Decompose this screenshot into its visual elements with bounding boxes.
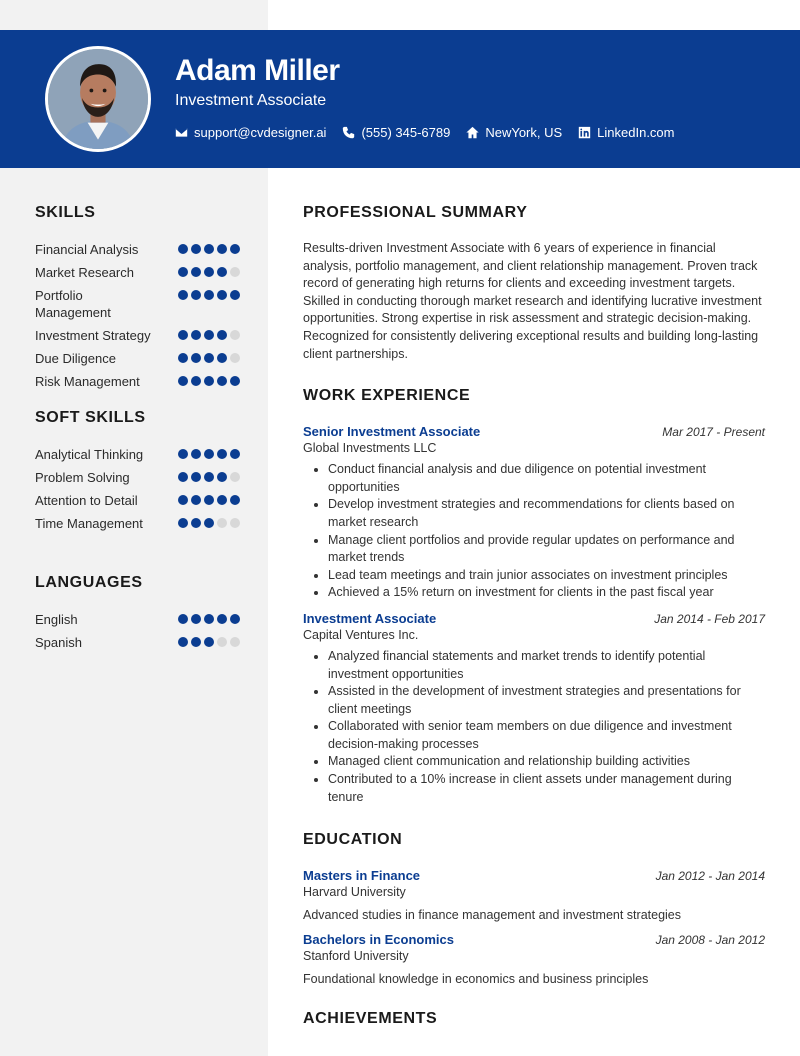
languages-list (35, 611, 240, 651)
job-date: Mar 2017 - Present (662, 425, 765, 440)
resume-header (0, 30, 800, 168)
rating-dot-filled (178, 330, 188, 340)
envelope-icon (175, 126, 188, 139)
job-position: Senior Investment Associate (303, 424, 481, 440)
skill-rating (178, 611, 240, 624)
job-bullet: • Contributed to a 10% increase in client assets under management during tenure (328, 771, 765, 806)
rating-dot-filled (217, 353, 227, 363)
skill-name: English (35, 612, 78, 627)
rating-dot-filled (191, 614, 201, 624)
rating-dot-empty (230, 267, 240, 277)
skill-rating (178, 350, 240, 363)
education-date: Jan 2012 - Jan 2014 (655, 869, 765, 884)
contact-location-text: NewYork, US (485, 125, 563, 140)
degree-title: Masters in Finance (303, 868, 421, 884)
rating-dot-filled (204, 637, 214, 647)
education-date: Jan 2008 - Jan 2012 (655, 933, 765, 948)
education-section (303, 831, 765, 986)
contact-list (175, 125, 675, 140)
job-bullet: • Collaborated with senior team members on due diligence and investment decision-making processes (328, 718, 765, 753)
rating-dot-filled (204, 376, 214, 386)
rating-dot-filled (204, 472, 214, 482)
summary-heading: PROFESSIONAL SUMMARY (303, 204, 528, 221)
sidebar (35, 204, 240, 657)
skill-rating (178, 492, 240, 505)
job-bullet: • Assisted in the development of investment strategies and presentations for client meetings (328, 683, 765, 718)
profile-photo (48, 49, 148, 149)
rating-dot-empty (230, 472, 240, 482)
rating-dot-filled (230, 495, 240, 505)
rating-dot-filled (204, 330, 214, 340)
home-icon (466, 126, 479, 139)
skill-row (35, 373, 240, 390)
rating-dot-filled (178, 244, 188, 254)
education-entry (303, 932, 765, 986)
contact-linkedin[interactable] (578, 125, 674, 140)
skill-row (35, 327, 240, 344)
skill-rating (178, 515, 240, 528)
job-bullets (303, 648, 765, 806)
skill-rating (178, 373, 240, 386)
rating-dot-empty (230, 353, 240, 363)
skill-rating (178, 327, 240, 340)
rating-dot-filled (230, 290, 240, 300)
languages-section (35, 574, 240, 651)
rating-dot-filled (178, 449, 188, 459)
avatar (45, 46, 151, 152)
skill-row (35, 492, 240, 509)
achievements-heading: ACHIEVEMENTS (303, 1010, 438, 1028)
skill-name: Financial Analysis (35, 242, 139, 257)
degree-title: Bachelors in Economics (303, 932, 454, 948)
job-company: Capital Ventures Inc. (303, 627, 419, 642)
rating-dot-empty (217, 637, 227, 647)
school-name: Harvard University (303, 885, 406, 900)
rating-dot-filled (178, 376, 188, 386)
skill-name: Spanish (35, 635, 82, 650)
skill-row (35, 264, 240, 281)
rating-dot-filled (204, 267, 214, 277)
contact-email-text: support@cvdesigner.ai (194, 125, 327, 140)
main-content (303, 204, 765, 1028)
contact-linkedin-text: LinkedIn.com (597, 125, 675, 140)
rating-dot-filled (217, 267, 227, 277)
contact-email[interactable] (175, 125, 326, 140)
skill-row (35, 634, 240, 651)
education-heading: EDUCATION (303, 831, 403, 849)
rating-dot-empty (230, 637, 240, 647)
skill-name: Risk Management (35, 374, 140, 389)
linkedin-icon (578, 126, 591, 139)
skill-name: Market Research (35, 265, 134, 280)
rating-dot-filled (230, 376, 240, 386)
rating-dot-filled (204, 244, 214, 254)
rating-dot-filled (217, 244, 227, 254)
job-bullet: • Develop investment strategies and recommendations for clients based on market research (328, 496, 765, 531)
skill-row (35, 287, 240, 321)
skill-name: Portfolio Management (35, 288, 111, 320)
skill-name: Time Management (35, 516, 143, 531)
skill-rating (178, 634, 240, 647)
rating-dot-empty (217, 518, 227, 528)
soft-skills-heading: SOFT SKILLS (35, 409, 146, 426)
rating-dot-filled (191, 267, 201, 277)
rating-dot-filled (217, 495, 227, 505)
education-entry (303, 868, 765, 922)
soft-skills-section (35, 409, 240, 532)
rating-dot-filled (217, 472, 227, 482)
rating-dot-filled (204, 353, 214, 363)
rating-dot-filled (178, 614, 188, 624)
skill-name: Due Diligence (35, 351, 116, 366)
job-bullet: • Lead team meetings and train junior associates on investment principles (328, 567, 765, 585)
job-bullet: • Manage client portfolios and provide regular updates on performance and market trends (328, 532, 765, 567)
experience-section (303, 387, 765, 806)
contact-phone-text: (555) 345-6789 (361, 125, 451, 140)
skill-name: Problem Solving (35, 470, 130, 485)
rating-dot-filled (178, 353, 188, 363)
job-bullet: • Achieved a 15% return on investment for clients in the past fiscal year (328, 584, 765, 602)
skills-list (35, 241, 240, 390)
skill-rating (178, 264, 240, 277)
summary-text: Results-driven Investment Associate with 6 years of experience in financial analysis, portfolio management, and client relationship management. Proven track record of generating high returns for clients and exceeding investment targets. Skilled in conducting thorough market research and identifying lucrative investment opportunities. Strong expertise in risk assessment and strategic decision-making. Recognized for consistently delivering exceptional results and building long-lasting client partnerships. (303, 241, 762, 361)
soft-skills-list (35, 446, 240, 532)
experience-heading: WORK EXPERIENCE (303, 387, 471, 405)
rating-dot-filled (191, 637, 201, 647)
rating-dot-filled (191, 353, 201, 363)
rating-dot-filled (178, 495, 188, 505)
rating-dot-filled (191, 472, 201, 482)
rating-dot-filled (204, 614, 214, 624)
rating-dot-filled (178, 518, 188, 528)
skill-row (35, 241, 240, 258)
rating-dot-filled (191, 376, 201, 386)
job-bullet: • Managed client communication and relationship building activities (328, 753, 765, 771)
rating-dot-filled (191, 449, 201, 459)
job-date: Jan 2014 - Feb 2017 (654, 611, 765, 626)
phone-icon (342, 126, 355, 139)
rating-dot-empty (230, 330, 240, 340)
skill-rating (178, 287, 240, 300)
rating-dot-filled (230, 449, 240, 459)
rating-dot-filled (217, 290, 227, 300)
contact-location (466, 125, 562, 140)
job-title: Investment Associate (175, 92, 327, 109)
rating-dot-filled (191, 244, 201, 254)
languages-heading: LANGUAGES (35, 574, 143, 591)
education-description: Advanced studies in finance management and investment strategies (303, 908, 682, 923)
contact-phone[interactable] (342, 125, 450, 140)
rating-dot-filled (204, 495, 214, 505)
rating-dot-filled (178, 472, 188, 482)
job-company: Global Investments LLC (303, 441, 437, 456)
rating-dot-filled (204, 518, 214, 528)
rating-dot-filled (230, 614, 240, 624)
job-entry (303, 424, 765, 602)
rating-dot-filled (217, 330, 227, 340)
skill-name: Analytical Thinking (35, 447, 144, 462)
rating-dot-filled (178, 267, 188, 277)
skills-heading: SKILLS (35, 204, 96, 221)
rating-dot-filled (204, 290, 214, 300)
skill-rating (178, 446, 240, 459)
rating-dot-filled (230, 244, 240, 254)
achievements-section (303, 1010, 765, 1028)
job-bullets (303, 461, 765, 602)
rating-dot-filled (217, 449, 227, 459)
rating-dot-filled (178, 637, 188, 647)
skill-row (35, 446, 240, 463)
job-entry (303, 611, 765, 806)
skill-name: Attention to Detail (35, 493, 138, 508)
job-bullet: • Conduct financial analysis and due diligence on potential investment opportunities (328, 461, 765, 496)
education-description: Foundational knowledge in economics and business principles (303, 972, 649, 987)
rating-dot-filled (191, 290, 201, 300)
rating-dot-filled (191, 330, 201, 340)
skills-section (35, 204, 240, 390)
skill-row (35, 515, 240, 532)
school-name: Stanford University (303, 949, 409, 964)
rating-dot-filled (217, 376, 227, 386)
job-bullet: • Analyzed financial statements and market trends to identify potential investment opportunities (328, 648, 765, 683)
rating-dot-filled (191, 495, 201, 505)
job-position: Investment Associate (303, 610, 437, 626)
rating-dot-filled (191, 518, 201, 528)
skill-row (35, 611, 240, 628)
skill-row (35, 350, 240, 367)
candidate-name: Adam Miller (175, 54, 340, 87)
skill-rating (178, 469, 240, 482)
rating-dot-filled (217, 614, 227, 624)
rating-dot-empty (230, 518, 240, 528)
skill-name: Investment Strategy (35, 328, 151, 343)
skill-row (35, 469, 240, 486)
summary-section (303, 204, 765, 363)
rating-dot-filled (178, 290, 188, 300)
skill-rating (178, 241, 240, 254)
rating-dot-filled (204, 449, 214, 459)
